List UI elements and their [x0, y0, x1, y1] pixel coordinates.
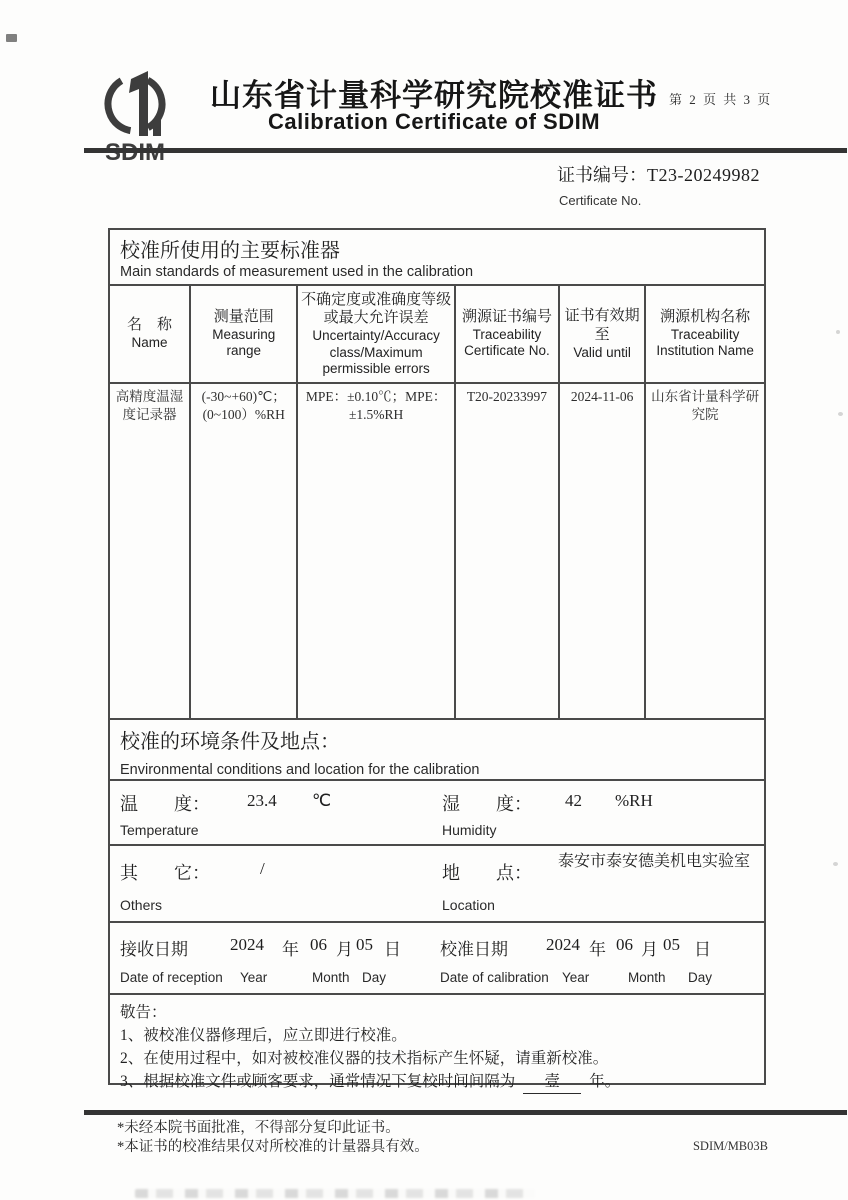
calibration-day-en: Day — [688, 970, 713, 985]
cell-valid-until: 2024-11-06 — [560, 384, 646, 718]
logo-leg — [153, 120, 161, 136]
temperature-unit: ℃ — [312, 791, 332, 810]
location-label-en: Location — [442, 897, 495, 913]
notes-title: 敬告： — [120, 1004, 167, 1021]
certificate-number-label: 证书编号： — [557, 165, 647, 185]
reception-month-en: Month — [312, 970, 350, 985]
calibration-year: 2024 — [546, 935, 580, 954]
standards-section-header — [110, 230, 764, 286]
calibration-day-cn: 日 — [694, 940, 711, 959]
logo-numeral-one — [129, 71, 148, 136]
standards-title-en: Main standards of measurement used in the calibration — [120, 264, 474, 280]
reception-year: 2024 — [230, 935, 264, 954]
notes-section — [110, 995, 764, 1090]
humidity-label-en: Humidity — [442, 822, 497, 838]
scan-speck — [836, 330, 840, 334]
footer-note-2: *本证书的校准结果仅对所校准的计量器具有效。 — [117, 1139, 429, 1155]
main-content-box — [108, 228, 766, 1090]
footer-note-1: *未经本院书面批准，不得部分复印此证书。 — [117, 1120, 400, 1136]
cell-range: (-30~+60)℃；(0~100）%RH — [191, 384, 298, 718]
page-title-cn: 山东省计量科学研究院校准证书 — [210, 78, 658, 113]
others-label-en: Others — [120, 897, 163, 913]
dates-row — [110, 923, 764, 995]
col-header-name: 名 称 Name — [110, 286, 191, 382]
humidity-unit: %RH — [615, 791, 653, 810]
temperature-label-en: Temperature — [120, 822, 199, 838]
scan-speck — [6, 34, 17, 42]
col-header-traceability-no: 溯源证书编号 Traceability Certificate No. — [456, 286, 560, 382]
standards-table-header — [110, 286, 764, 384]
cell-cert-no: T20-20233997 — [456, 384, 560, 718]
cell-institution: 山东省计量科学研究院 — [651, 389, 760, 423]
environment-title-en: Environmental conditions and location for the calibration — [120, 762, 480, 778]
reception-month-cn: 月 — [336, 940, 353, 959]
col-header-uncertainty: 不确定度或准确度等级或最大允许误差 Uncertainty/Accuracy class/Maximum permissible errors — [298, 286, 456, 382]
certificate-number-value: T23-20249982 — [647, 165, 760, 185]
location-value: 泰安市泰安德美机电实验室 — [557, 853, 750, 870]
reception-month: 06 — [310, 935, 327, 954]
standards-title-cn: 校准所使用的主要标准器 — [120, 240, 340, 262]
environment-title-cn: 校准的环境条件及地点： — [120, 731, 340, 753]
reception-day: 05 — [356, 935, 373, 954]
calibration-date-label-cn: 校准日期 — [440, 940, 508, 959]
reception-year-cn: 年 — [282, 940, 299, 959]
cell-mpe: MPE：±0.10℃；MPE：±1.5%RH — [298, 384, 456, 718]
calibration-month-cn: 月 — [641, 940, 658, 959]
humidity-label-cn: 湿 度： — [442, 794, 532, 814]
page-number-info: 第 2 页 共 3 页 — [669, 92, 773, 107]
col-header-institution: 溯源机构名称 Traceability Institution Name — [656, 308, 754, 359]
calibration-year-en: Year — [562, 970, 590, 985]
calibration-month-en: Month — [628, 970, 666, 985]
temperature-label-cn: 温 度： — [120, 794, 210, 814]
temperature-value: 23.4 — [247, 791, 277, 810]
others-value: / — [260, 859, 265, 878]
form-number: SDIM/MB03B — [692, 1139, 768, 1153]
humidity-value: 42 — [565, 791, 582, 810]
temperature-humidity-row — [110, 781, 764, 846]
note-item-2: 2、在使用过程中，如对被校准仪器的技术指标产生怀疑，请重新校准。 — [120, 1050, 609, 1067]
environment-section-header — [110, 720, 764, 781]
others-location-row — [110, 846, 764, 923]
calibration-day: 05 — [663, 935, 680, 954]
calibration-year-cn: 年 — [589, 940, 606, 959]
reception-date-label-cn: 接收日期 — [120, 940, 188, 959]
cell-name: 高精度温湿度记录器 — [110, 384, 191, 718]
page-title-en: Calibration Certificate of SDIM — [267, 109, 601, 134]
standards-table-row — [110, 384, 764, 720]
col-header-valid-until: 证书有效期至 Valid until — [560, 286, 646, 382]
calibration-date-label-en: Date of calibration — [440, 970, 549, 985]
note-item-1: 1、被校准仪器修理后，应立即进行校准。 — [120, 1027, 407, 1044]
others-label-cn: 其 它： — [120, 863, 210, 883]
footer-rule — [84, 1110, 847, 1115]
note-item-3: 3、根据校准文件或顾客要求，通常情况下复校时间间隔为 壹 年。 — [120, 1070, 752, 1094]
scan-speck — [833, 862, 838, 866]
reception-day-cn: 日 — [384, 940, 401, 959]
reception-date-label-en: Date of reception — [120, 970, 223, 985]
certificate-number — [557, 161, 760, 187]
reception-day-en: Day — [362, 970, 387, 985]
calibration-month: 06 — [616, 935, 633, 954]
reception-year-en: Year — [240, 970, 268, 985]
header-rule — [84, 148, 847, 153]
scan-speck — [838, 412, 843, 416]
recalibration-interval-value: 壹 — [523, 1070, 581, 1094]
certificate-number-label-en: Certificate No. — [559, 193, 642, 208]
location-label-cn: 地 点： — [442, 863, 532, 883]
logo-text: SDIM — [105, 139, 165, 166]
col-header-range: 测量范围 Measuring range — [191, 286, 298, 382]
scan-smudge — [135, 1189, 535, 1198]
